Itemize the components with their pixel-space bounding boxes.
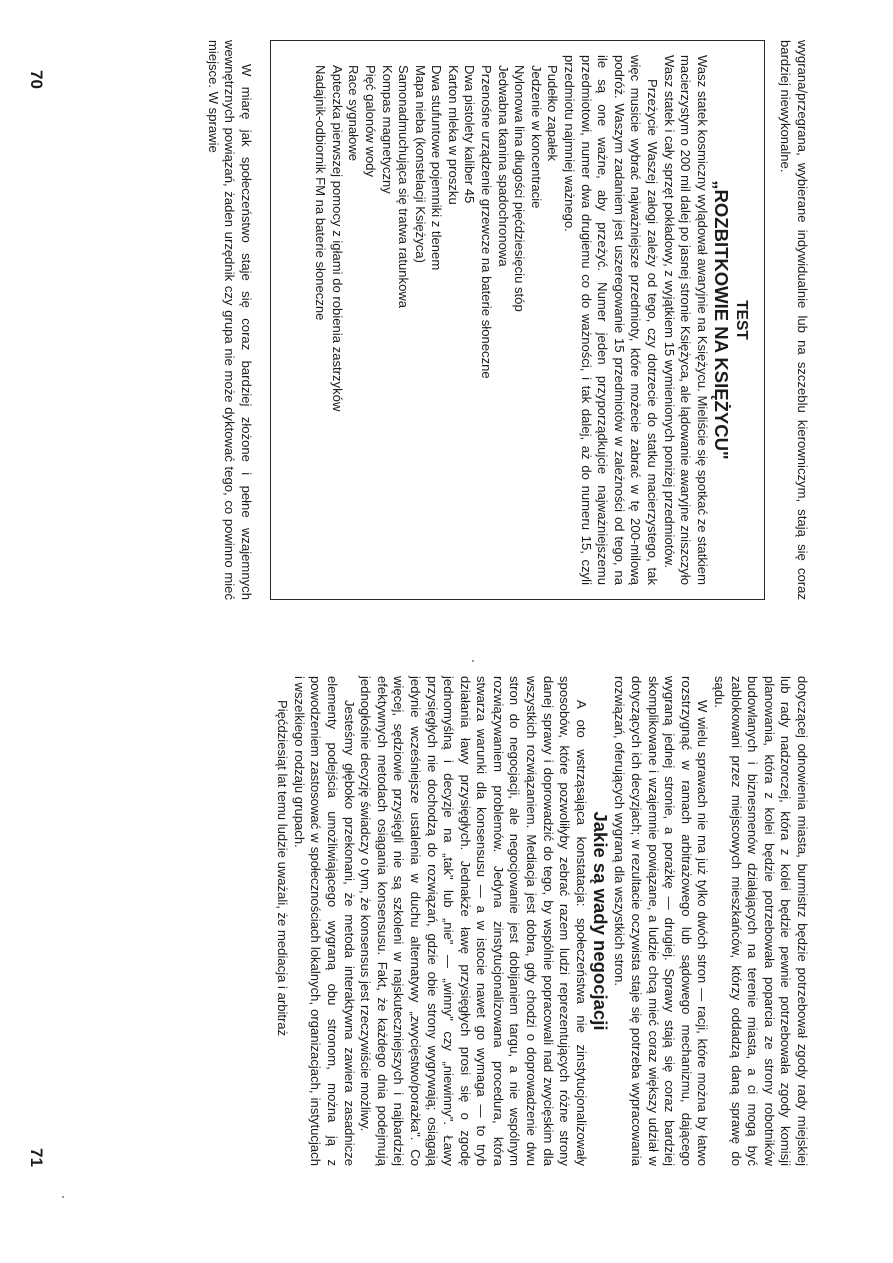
page-number: 71 xyxy=(27,1148,46,1167)
scan-speck xyxy=(472,660,474,662)
paragraph: Jesteśmy głęboko przekonani, że metoda interaktywna zawiera zasadnicze elementy podejścia umożliwiającego wygraną obu stronom, można ją z powodzeniem zastosować w społecznościach lokalnych, organizacjach, instytucjach i wszelkiego rodzaju grupach. xyxy=(291,676,357,1166)
list-item: Jedwabna tkanina spadochronowa xyxy=(495,65,511,267)
box-subtitle: „ROZBITKOWIE NA KSIĘŻYCU" xyxy=(710,180,732,460)
list-item: Race sygnałowe xyxy=(346,65,362,162)
list-item: Karton mleka w proszku xyxy=(445,65,461,205)
list-item: Nylonowa lina długości pięćdziesięciu stóp xyxy=(512,65,528,312)
box-paragraph: Wasz statek kosmiczny wylądował awaryjnie na Księżycu. Mieliście się spotkać ze statkiem macierzystym o 200 mil dalej po jasnej stronie Księżyca, ale lądowanie awaryjne zniszczyło Wasz statek i cały sprzęt pokładowy, z wyjątkiem 15 wymienionych poniżej przedmiotów. xyxy=(661,55,710,585)
list-item: Nadajnik-odbiornik FM na baterie słoneczne xyxy=(313,65,329,321)
paragraph: W miarę jak społeczeństwo staje się coraz bardziej złożone i pełne wzajemnych wewnętrznych powiązań, żaden urzędnik czy grupa nie może dyktować tego, co powinno mieć miejsce. W sprawie xyxy=(205,40,254,600)
left-bottom-paragraph xyxy=(204,40,254,600)
test-box xyxy=(270,40,765,600)
list-item: Jedzenie w koncentracie xyxy=(528,65,544,209)
box-title: TEST xyxy=(732,300,750,340)
scan-speck xyxy=(62,1196,64,1198)
paragraph: W wielu sprawach nie ma już tylko dwóch stron — racji, które można by łatwo rozstrzygnąć w ramach arbitrażowego lub sądowego mechanizmu, dającego wygraną jednej stronie, a porażkę — drugiej. Sprawy stają się coraz bardziej skomplikowane i wzajemnie powiązane, a ludzie chcą mieć coraz większy udział w dotyczących ich decyzjach; w rezultacie oczywista staje się potrzeba wypracowania rozwiązań, oferujących wygraną dla wszystkich stron. xyxy=(612,676,711,1166)
list-item: Pudełko zapałek xyxy=(545,65,561,162)
list-item: Dwa pistolety kaliber 45 xyxy=(462,65,478,204)
box-paragraph: Przeżycie Waszej załogi zależy od tego, czy dotrzecie do statku macierzystego, tak więc musicie wybrać najważniejsze przedmioty, które możecie zabrać w tę 200-milową podróż. Waszym zadaniem jest uszeregowanie 15 przedmiotów w zależności od tego, na ile są one ważne, aby przeżyć. Numer jeden przyporządkujcie najważniejszemu przedmiotowi, numer dwa drugiemu co do ważności, i tak dalej, aż do numeru 15, czyli przedmiotu najmniej ważnego. xyxy=(562,55,661,585)
list-item: Samonadmuchująca się tratwa ratunkowa xyxy=(396,65,412,309)
paragraph: A oto wstrząsająca konstatacja: społeczeństwa nie zinstytucjonalizowały sposobów, które pozwoliłyby zebrać razem ludzi reprezentujących różne strony danej sprawy i doprowadzić do tego, by wspólnie popracowali nad zwycięskim dla wszystkich rozwiązaniem. Mediacja jest dobra, gdy chodzi o doprowadzenie dwu stron do negocjacji, ale negocjowanie jest dobijaniem targu, a nie wspólnym rozwiązywaniem problemów. Jedyna zinstytucjonalizowana procedura, która stwarza warunki dla konsensusu — a w istocie nawet go wymaga — to tryb działania ławy przysięgłych. Jednakże ławę przysięgłych prosi się o zgodę jednomyślną i decyzje na „tak" lub „nie" — „winny" czy „niewinny". Ławy przysięgłych nie dochodzą do rozwiązań, gdzie obie strony wygrywają; osiągają jedynie wcześniejsze ustalenia w duchu alternatywy „zwycięstwo/porażka". Co więcej, sędziowie przysięgli nie są szkoleni w najskuteczniejszych i najbardziej efektywnych metodach osiągania konsensusu. Fakt, że każdego dnia podejmują jednogłośnie decyzję świadczy o tym, że konsensus jest rzeczywiście możliwy. xyxy=(358,676,589,1166)
right-page xyxy=(274,676,810,1166)
list-item: Pięć galonów wody xyxy=(362,65,378,178)
left-page xyxy=(204,40,810,600)
list-item: Dwa stufuntowe pojemniki z tlenem xyxy=(429,65,445,271)
list-item: Apteczka pierwszej pomocy z igłami do robienia zastrzyków xyxy=(329,65,345,412)
left-top-paragraph xyxy=(777,40,810,600)
list-item: Kompas magnetyczny xyxy=(379,65,395,194)
paragraph: dotyczącej odnowienia miasta, burmistrz będzie potrzebował zgody rady miejskiej lub rady nadzorczej, która z kolei będzie pewnie potrzebowała zgody komisji planowania, która z kolei będzie potrzebowała poparcia ze strony robotników budowlanych i biznesmenów działających na terenie miasta, a ci mogą być zablokowani przez miejscowych mieszkańców, którzy oddadzą daną sprawę do sądu. xyxy=(712,676,810,1166)
page-number: 70 xyxy=(27,70,46,89)
paragraph: wygrana/przegrana, wybierane indywidualnie lub na szczeblu kierowniczym, stają się coraz bardziej niewykonalne. xyxy=(778,40,810,600)
list-item: Mapa nieba (konstelacji Księżyca) xyxy=(412,65,428,263)
section-title: Jakie są wady negocjacji xyxy=(589,811,611,1031)
list-item: Przenośne urządzenie grzewcze na baterie słoneczne xyxy=(479,65,495,379)
items-list xyxy=(312,55,561,585)
paragraph: Pięćdziesiąt lat temu ludzie uważali, że mediacja i arbitraż xyxy=(275,700,291,1037)
